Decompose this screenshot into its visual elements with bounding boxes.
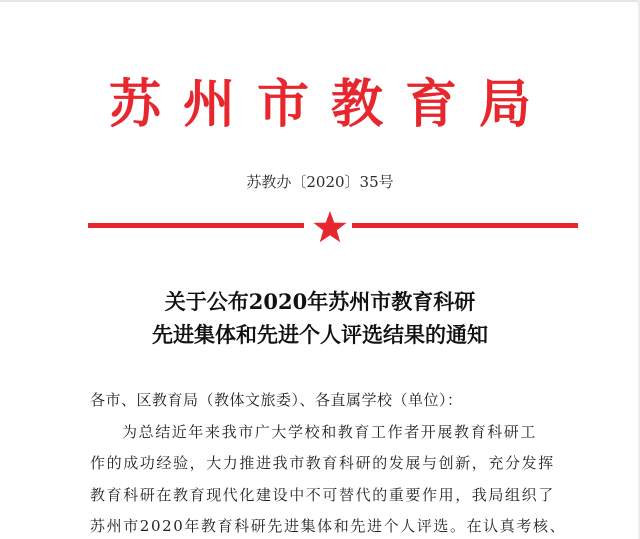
star-icon	[312, 210, 348, 244]
masthead-title: 苏州市教育局	[108, 74, 553, 135]
body-text-line: 作的成功经验，大力推进我市教育科研的发展与创新，充分发挥	[90, 454, 555, 472]
document-number: 苏教办〔2020〕35号	[246, 173, 394, 191]
red-divider-left	[88, 223, 304, 228]
red-divider-right	[352, 223, 578, 228]
notice-title-line-2: 先进集体和先进个人评选结果的通知	[152, 322, 488, 347]
body-text-line: 苏州市2020年教育科研先进集体和先进个人评选。在认真考核、	[90, 517, 567, 535]
body-text-line: 教育科研在教育现代化建设中不可替代的重要作用，我局组织了	[90, 486, 555, 504]
body-text-line: 为总结近年来我市广大学校和教育工作者开展教育科研工	[122, 423, 538, 441]
salutation: 各市、区教育局（教体文旅委）、各直属学校（单位）：	[90, 391, 463, 409]
notice-title-line-1: 关于公布2020年苏州市教育科研	[164, 289, 476, 314]
page-top-edge	[0, 0, 640, 2]
